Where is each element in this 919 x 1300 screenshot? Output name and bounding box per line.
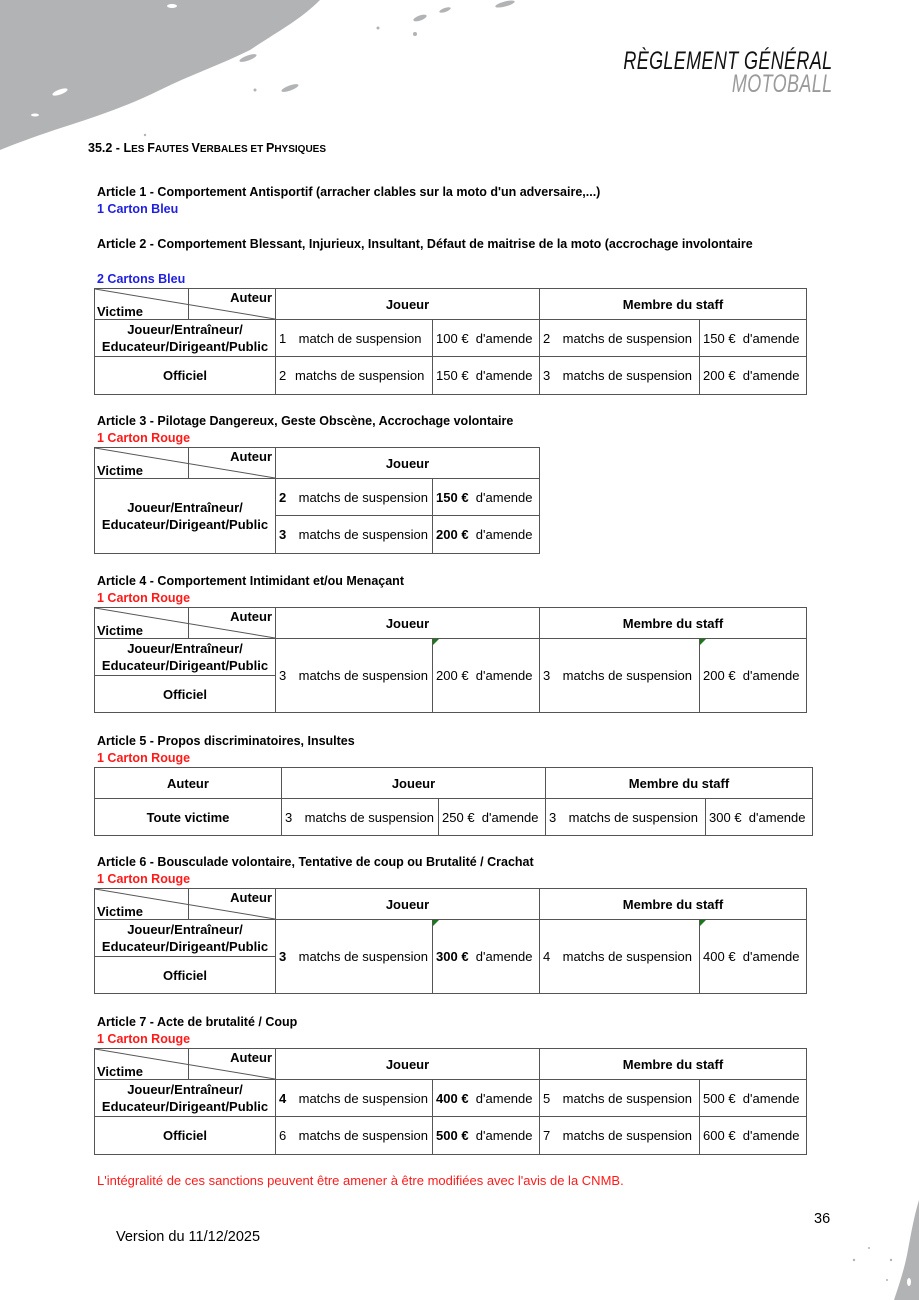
victim-label: Victime	[97, 904, 144, 919]
staff-suspension: 3 matchs de suspension	[546, 799, 706, 836]
staff-header: Membre du staff	[540, 889, 807, 920]
title-part: V	[191, 141, 200, 155]
joueur-suspension: 3 matchs de suspension	[276, 516, 433, 554]
article-1-title: Article 1 - Comportement Antisportif (arracher clables sur la moto d'un adversaire,...)	[97, 185, 601, 199]
article-7-card: 1 Carton Rouge	[97, 1032, 191, 1046]
joueur-header: Joueur	[282, 768, 546, 799]
victim-cell: Joueur/Entraîneur/ Educateur/Dirigeant/Public	[95, 320, 276, 357]
author-label: Auteur	[230, 449, 272, 464]
title-part: P	[265, 141, 275, 155]
victim-cell: Officiel	[95, 957, 276, 994]
table-row	[95, 920, 807, 957]
staff-suspension: 7 matchs de suspension	[540, 1117, 700, 1155]
joueur-fine: 500 € d'amende	[433, 1117, 540, 1155]
joueur-fine: 250 € d'amende	[439, 799, 546, 836]
victim-author-header	[95, 608, 276, 639]
title-part: HYSIQUES	[274, 144, 327, 155]
article-4-table	[94, 607, 807, 713]
title-part: ES	[131, 144, 148, 155]
victim-label: Victime	[97, 463, 144, 478]
author-label: Auteur	[230, 1050, 272, 1065]
victim-cell: Toute victime	[95, 799, 282, 836]
joueur-suspension: 2 matchs de suspension	[276, 357, 433, 395]
joueur-header: Joueur	[276, 448, 540, 479]
victim-cell: Joueur/Entraîneur/ Educateur/Dirigeant/Public	[95, 920, 276, 957]
table-row	[95, 1117, 807, 1155]
victim-author-header	[95, 448, 276, 479]
staff-fine: 300 € d'amende	[706, 799, 813, 836]
author-label: Auteur	[230, 609, 272, 624]
joueur-header: Joueur	[276, 1049, 540, 1080]
joueur-fine: 400 € d'amende	[433, 1080, 540, 1117]
victim-label: Victime	[97, 1064, 144, 1079]
article-6-card: 1 Carton Rouge	[97, 872, 191, 886]
staff-fine: 200 € d'amende	[700, 639, 807, 713]
joueur-header: Joueur	[276, 608, 540, 639]
victim-cell: Officiel	[95, 357, 276, 395]
joueur-suspension: 2 matchs de suspension	[276, 479, 433, 516]
victim-cell: Officiel	[95, 676, 276, 713]
joueur-fine: 200 € d'amende	[433, 639, 540, 713]
staff-header: Membre du staff	[540, 608, 807, 639]
joueur-suspension: 3 matchs de suspension	[276, 920, 433, 994]
logo-subtitle: MOTOBALL	[732, 70, 833, 98]
staff-fine: 500 € d'amende	[700, 1080, 807, 1117]
joueur-fine: 300 € d'amende	[433, 920, 540, 994]
article-7-title: Article 7 - Acte de brutalité / Coup	[97, 1015, 298, 1029]
table-row	[95, 639, 807, 676]
title-part: AUTES	[154, 144, 192, 155]
victim-cell: Joueur/Entraîneur/ Educateur/Dirigeant/Public	[95, 639, 276, 676]
joueur-suspension: 1 match de suspension	[276, 320, 433, 357]
article-2-card: 2 Cartons Bleu	[97, 272, 186, 286]
article-4-card: 1 Carton Rouge	[97, 591, 191, 605]
logo-title: RÈGLEMENT GÉNÉRAL	[623, 47, 833, 75]
staff-suspension: 4 matchs de suspension	[540, 920, 700, 994]
article-3-title: Article 3 - Pilotage Dangereux, Geste Obscène, Accrochage volontaire	[97, 414, 514, 428]
victim-author-header	[95, 1049, 276, 1080]
staff-header: Membre du staff	[540, 1049, 807, 1080]
article-2-table	[94, 288, 807, 395]
victim-author-header	[95, 889, 276, 920]
staff-suspension: 2 matchs de suspension	[540, 320, 700, 357]
article-5-title: Article 5 - Propos discriminatoires, Insultes	[97, 734, 355, 748]
title-part: L	[123, 141, 132, 155]
article-4-title: Article 4 - Comportement Intimidant et/ou Menaçant	[97, 574, 404, 588]
joueur-fine: 100 € d'amende	[433, 320, 540, 357]
victim-label: Victime	[97, 304, 144, 319]
victim-author-header	[95, 289, 276, 320]
table-row	[95, 799, 813, 836]
title-part: F	[147, 141, 155, 155]
staff-fine: 600 € d'amende	[700, 1117, 807, 1155]
victim-cell: Officiel	[95, 1117, 276, 1155]
joueur-header: Joueur	[276, 889, 540, 920]
staff-suspension: 5 matchs de suspension	[540, 1080, 700, 1117]
table-row	[95, 320, 807, 357]
article-1-card: 1 Carton Bleu	[97, 202, 179, 216]
staff-suspension: 3 matchs de suspension	[540, 639, 700, 713]
article-5-card: 1 Carton Rouge	[97, 751, 191, 765]
staff-header: Membre du staff	[546, 768, 813, 799]
article-2-title: Article 2 - Comportement Blessant, Injurieux, Insultant, Défaut de maitrise de la moto (accrochage involontaire	[97, 237, 753, 251]
staff-fine: 200 € d'amende	[700, 357, 807, 395]
staff-suspension: 3 matchs de suspension	[540, 357, 700, 395]
staff-fine: 400 € d'amende	[700, 920, 807, 994]
article-6-table	[94, 888, 807, 994]
title-part: ERBALES ET	[199, 144, 266, 155]
author-label: Auteur	[230, 290, 272, 305]
joueur-fine: 200 € d'amende	[433, 516, 540, 554]
table-row	[95, 357, 807, 395]
joueur-fine: 150 € d'amende	[433, 357, 540, 395]
table-row	[95, 1080, 807, 1117]
table-row	[95, 479, 540, 516]
joueur-fine: 150 € d'amende	[433, 479, 540, 516]
joueur-suspension: 3 matchs de suspension	[282, 799, 439, 836]
article-5-table	[94, 767, 813, 836]
section-title	[88, 141, 326, 155]
decorative-splash-bottom-right	[849, 1200, 919, 1300]
victim-cell: Joueur/Entraîneur/ Educateur/Dirigeant/Public	[95, 479, 276, 554]
joueur-suspension: 3 matchs de suspension	[276, 639, 433, 713]
joueur-header: Joueur	[276, 289, 540, 320]
article-7-table	[94, 1048, 807, 1155]
article-3-table	[94, 447, 540, 554]
article-3-card: 1 Carton Rouge	[97, 431, 191, 445]
staff-header: Membre du staff	[540, 289, 807, 320]
section-number: 35.2 -	[88, 141, 124, 155]
joueur-suspension: 6 matchs de suspension	[276, 1117, 433, 1155]
article-6-title: Article 6 - Bousculade volontaire, Tentative de coup ou Brutalité / Crachat	[97, 855, 534, 869]
author-header: Auteur	[95, 768, 282, 799]
staff-fine: 150 € d'amende	[700, 320, 807, 357]
sanctions-note: L'intégralité de ces sanctions peuvent être amener à être modifiées avec l'avis de la CNMB.	[97, 1173, 624, 1188]
page-number: 36	[814, 1211, 831, 1227]
version-date: Version du 11/12/2025	[116, 1229, 261, 1245]
author-label: Auteur	[230, 890, 272, 905]
victim-cell: Joueur/Entraîneur/ Educateur/Dirigeant/Public	[95, 1080, 276, 1117]
joueur-suspension: 4 matchs de suspension	[276, 1080, 433, 1117]
brand-logo	[542, 47, 833, 98]
victim-label: Victime	[97, 623, 144, 638]
